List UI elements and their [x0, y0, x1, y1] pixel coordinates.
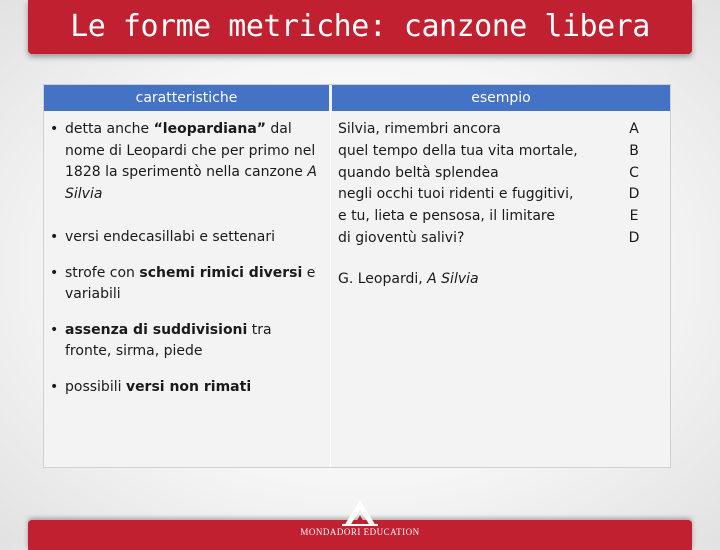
- feature-item: [50, 377, 320, 399]
- feature-item: [50, 119, 320, 205]
- publisher-logo: [300, 500, 420, 540]
- rhyme-letter: D: [628, 186, 640, 203]
- rhyme-letter: C: [629, 164, 639, 181]
- feature-item: [50, 320, 320, 363]
- slide-title: Le forme metriche: canzone libera: [70, 9, 650, 44]
- poem-line: negli occhi tuoi ridenti e fuggitivi,: [338, 186, 574, 203]
- publisher-name: MONDADORI EDUCATION: [300, 527, 420, 537]
- rhyme-letter: E: [629, 208, 639, 225]
- rhyme-letter: A: [629, 121, 639, 137]
- feature-text: detta anche: [65, 121, 154, 137]
- feature-text: possibili: [65, 378, 126, 395]
- source-work: A Silvia: [427, 271, 479, 287]
- feature-text: versi endecasillabi e settenari: [65, 229, 275, 245]
- feature-text: dal nome di Leopardi che per primo nel 1828 la sperimentò nella canzone: [65, 121, 316, 180]
- title-bar: [28, 0, 692, 54]
- feature-text: assenza di suddivisioni: [65, 321, 248, 338]
- poem-line: e tu, lieta e pensosa, il limitare: [338, 208, 555, 225]
- rhyme-letter: B: [629, 142, 639, 159]
- rhyme-scheme: [626, 119, 642, 250]
- feature-text: versi non rimati: [125, 378, 252, 395]
- poem-line: quel tempo della tua vita mortale,: [338, 142, 578, 159]
- poem-line: Silvia, rimembri ancora: [338, 121, 501, 137]
- poem-source: [338, 269, 479, 290]
- feature-text: strofe con: [65, 264, 140, 281]
- source-author: G. Leopardi,: [338, 271, 428, 287]
- column-divider: [330, 111, 331, 467]
- mondadori-logo-icon: [340, 500, 380, 526]
- content-table: [43, 84, 671, 468]
- header-esempio: esempio: [332, 85, 670, 111]
- feature-text: e variabili: [65, 264, 316, 302]
- feature-item: [50, 227, 320, 249]
- feature-text: A Silvia: [65, 164, 317, 202]
- poem-line: di gioventù salivi?: [338, 229, 465, 246]
- rhyme-letter: D: [628, 229, 640, 246]
- poem-line: quando beltà splendea: [338, 164, 499, 181]
- feature-text: tra fronte, sirma, piede: [65, 321, 272, 359]
- feature-item: [50, 263, 320, 306]
- features-list: [50, 119, 320, 398]
- feature-text: schemi rimici diversi: [139, 264, 303, 281]
- header-caratteristiche: caratteristiche: [44, 85, 329, 111]
- poem-excerpt: [338, 119, 608, 250]
- feature-text: “leopardiana”: [153, 121, 266, 137]
